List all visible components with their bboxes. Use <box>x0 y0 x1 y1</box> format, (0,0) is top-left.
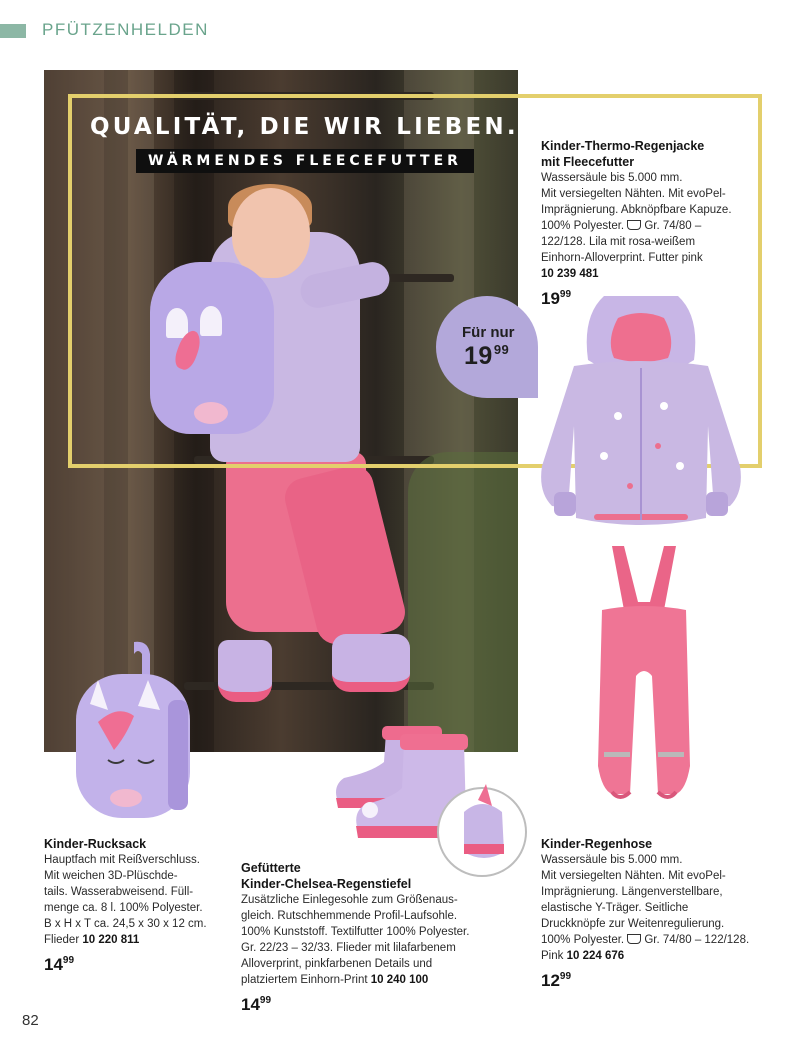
price-badge-label: Für nur <box>462 324 515 341</box>
product-backpack-price: $14^{99}$ <box>44 955 75 974</box>
hero-subline: WÄRMENDES FLEECEFUTTER <box>148 153 462 169</box>
product-pants-price: $12^{99}$ <box>541 971 572 990</box>
product-pants <box>541 836 781 989</box>
wash-30-icon <box>627 934 641 944</box>
price-badge <box>436 296 538 398</box>
price-badge-value: $19^{99}$ <box>464 342 510 370</box>
product-boots <box>241 860 511 1013</box>
wash-30-icon <box>627 220 641 230</box>
jacket-product-image <box>534 296 748 528</box>
product-boots-name: Gefütterte Kinder-Chelsea-Regenstiefel <box>241 861 412 891</box>
product-boots-article: 10 240 100 <box>370 974 429 986</box>
child-boot-left <box>218 640 272 702</box>
boots-product-image <box>332 712 532 878</box>
product-boots-price: $14^{99}$ <box>241 995 272 1014</box>
product-jacket-price: $19^{99}$ <box>541 289 572 308</box>
product-jacket <box>541 138 761 307</box>
hero-headline: QUALITÄT, DIE WIR LIEBEN. <box>90 114 519 140</box>
product-backpack-description: Hauptfach mit Reißverschluss. Mit weichen 3D-Plüschde- tails. Wasserabweisend. Füll- menge ca. 8 l. 100% Polyester. B x H x T ca. 24,5 x 30 x 12 cm. Flieder 10 220 811 <box>44 854 207 946</box>
product-pants-description: Wassersäule bis 5.000 mm. Mit versiegelten Nähten. Mit evoPel- Imprägnierung. Längenverstellbare, elastische Y-Träger. Seitliche Druckknöpfe zur Weitenregulierung. 100% Polyester. Gr. 74/80 – 122/128. Pink 10 224 676 <box>541 854 750 962</box>
product-jacket-name: Kinder-Thermo-Regenjacke mit Fleecefutter <box>541 139 705 169</box>
product-pants-name: Kinder-Regenhose <box>541 837 653 851</box>
hero-subline-box <box>136 149 474 173</box>
product-pants-article: 10 224 676 <box>566 950 625 962</box>
product-backpack-article: 10 220 811 <box>82 934 140 946</box>
section-title: PFÜTZENHELDEN <box>42 20 209 39</box>
pants-product-image <box>594 546 694 802</box>
product-boots-description: Zusätzliche Einlegesohle zum Größenaus- gleich. Rutschhemmende Profil-Laufsohle. 100% Kunststoff. Textilfutter 100% Polyester. Gr. 22/23 – 32/33. Flieder mit lilafarbenem Alloverprint, pinkfarbenen Details und platziertem Einhorn-Print 10 240 100 <box>241 894 470 986</box>
page-number: 82 <box>22 1012 39 1029</box>
product-jacket-description: Wassersäule bis 5.000 mm. Mit versiegelten Nähten. Mit evoPel- Imprägnierung. Abknöpfbare Kapuze. 100% Polyester. Gr. 74/80 – 122/128. Lila mit rosa-weißem Einhorn-Alloverprint. Futter pink <box>541 172 732 264</box>
product-jacket-article: 10 239 481 <box>541 268 599 280</box>
backpack-product-image <box>68 640 194 820</box>
section-marker <box>0 24 26 38</box>
child-boot-right <box>332 634 410 692</box>
product-backpack-name: Kinder-Rucksack <box>44 837 147 851</box>
product-backpack <box>44 836 234 973</box>
